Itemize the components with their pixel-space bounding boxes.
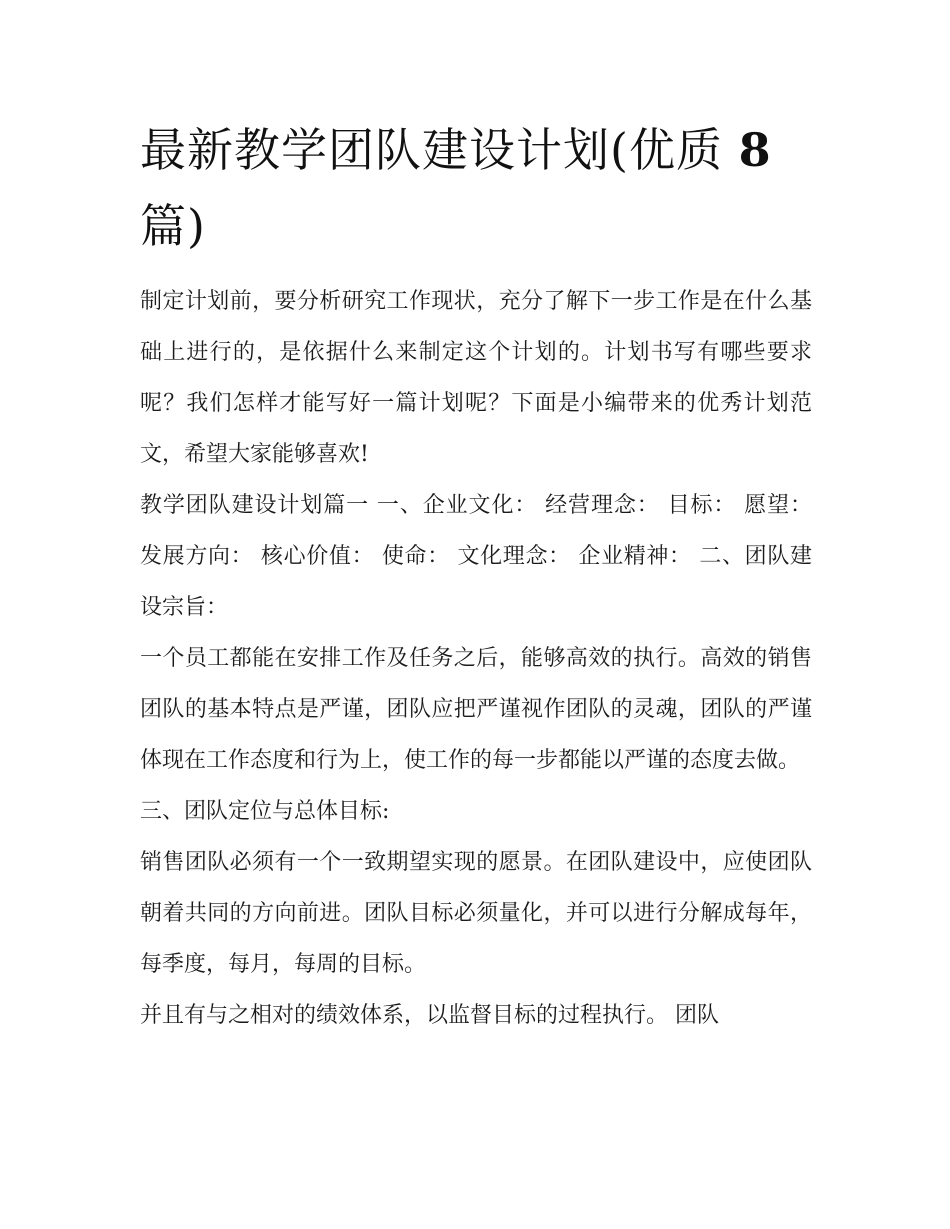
paragraph-intro: 制定计划前，要分析研究工作现状，充分了解下一步工作是在什么基础上进行的，是依据什么来制定这个计划的。计划书写有哪些要求呢？我们怎样才能写好一篇计划呢？下面是小编带来的优秀计划范文，希望大家能够喜欢! (140, 289, 812, 467)
title-end-text: 篇) (140, 199, 206, 253)
document-body (140, 276, 812, 1041)
title-number: 8 (738, 123, 772, 177)
title-main-text: 最新教学团队建设计划(优质 (140, 123, 723, 177)
paragraph-performance-system: 并且有与之相对的绩效体系，以监督目标的过程执行。 团队 (140, 1003, 719, 1028)
paragraph-team-principle: 一个员工都能在安排工作及任务之后，能够高效的执行。高效的销售团队的基本特点是严谨，团队应把严谨视作团队的灵魂，团队的严谨体现在工作态度和行为上，使工作的每一步都能以严谨的态度去做。 (140, 646, 812, 773)
document-title (140, 112, 820, 264)
paragraph-team-vision: 销售团队必须有一个一致期望实现的愿景。在团队建设中，应使团队朝着共同的方向前进。团队目标必须量化，并可以进行分解成每年，每季度，每月，每周的目标。 (140, 850, 812, 977)
paragraph-section-one: 教学团队建设计划篇一 一、企业文化： 经营理念： 目标： 愿望： 发展方向： 核心价值： 使命： 文化理念： 企业精神： 二、团队建设宗旨： (140, 493, 812, 620)
paragraph-section-three-heading: 三、团队定位与总体目标: (140, 799, 390, 824)
